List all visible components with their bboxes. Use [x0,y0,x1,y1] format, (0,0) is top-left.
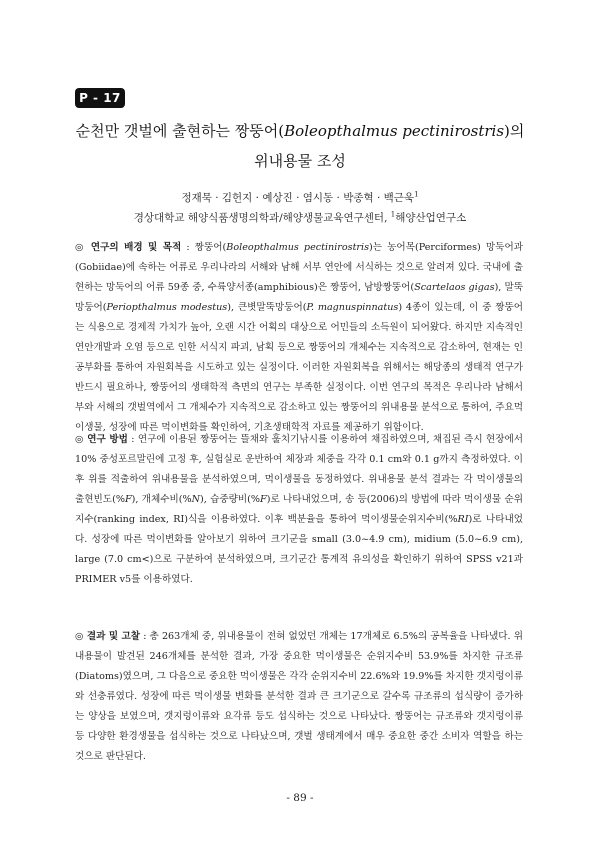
methods-section: ◎ 연구 방법 : 연구에 이용된 짱뚱어는 뜰채와 훌치기낚시를 이용하여 채집하였으며, 채집된 즉시 현장에서 10% 중성포르말린에 고정 후, 실험실로 운반하여 체장과 체중을 각각 0.1 cm와 0.1 g까지 측정하였다. 이후 위를 적출하여 위내용물을 분석하였으며, 먹이생물을 동정하였다. 위내용물 분석 결과는 각 먹이생물의 출현빈도(%F), 개체수비(%N), 습중량비(%F)로 나타내었으며, 송 등(2006)의 방법에 따라 먹이생물 순위지수(ranking index, RI)식을 이용하였다. 이후 백분율을 통하여 먹이생물순위지수비(%RI)로 나타내었다. 성장에 따른 먹이변화를 알아보기 위하여 크기군을 small (3.0~4.9 cm), midium (5.0~6.9 cm), large (7.0 cm<)으로 구분하여 분석하였으며, 크기군간 통계적 유의성을 확인하기 위하여 SPSS v21과 PRIMER v5를 이용하였다. [75,434,523,585]
methods-heading: ◎ 연구 방법 [75,434,128,445]
page-number: - 89 - [286,792,314,804]
title-line-2: 위내용물 조성 [254,152,346,170]
results-section: ◎ 결과 및 고찰 : 총 263개체 중, 위내용물이 전혀 없었던 개체는 17개체로 6.5%의 공복율을 나타냈다. 위내용물이 발견된 246개체를 분석한 결과, 가장 중요한 먹이생물은 순위지수비 53.9%를 차지한 규조류(Diatoms)였으며, 그 다음으로 중요한 먹이생물은 각각 순위지수비 22.6%와 19.9%를 차지한 갯지렁이류와 선충류였다. 성장에 따른 먹이생물 변화를 분석한 결과 큰 크기군으로 갈수록 규조류의 섭식량이 증가하는 양상을 보였으며, 갯지렁이류와 요각류 등도 섭식하는 것으로 나타났다. 짱뚱어는 규조류와 갯지렁이류 등 다양한 환경생물을 섭식하는 것으로 나타났으며, 갯벌 생태계에서 매우 중요한 중간 소비자 역할을 하는 것으로 판단된다. [75,631,523,762]
title-line-1: 순천만 갯벌에 출현하는 짱뚱어(Boleopthalmus pectinirostris)의 [75,122,525,140]
author-names: 정재묵 · 김헌지 · 예상진 · 염시동 · 박종혁 · 백근욱$^1$ [181,190,419,204]
author-affiliations: 경상대학교 해양식품생명의학과/해양생물교육연구센터, $^1$해양산업연구소 [133,210,467,224]
paper-title [60,116,540,176]
poster-id-badge: P - 17 [75,88,125,108]
background-heading: ◎ 연구의 배경 및 목적 [75,242,182,253]
background-section: ◎ 연구의 배경 및 목적 : 짱뚱어(Boleopthalmus pectinirostris)는 농어목(Perciformes) 망둑어과(Gobiidae)에 속하는 어류로 우리나라의 서해와 남해 서부 연안에 서식하는 것으로 알려져 있다. 국내에 출현하는 망둑어의 어류 59종 중, 수륙양서종(amphibious)은 짱뚱어, 남방짱뚱어(Scartelaos gigas), 말뚝망둥어(Periopthalmus modestus), 큰볏말뚝망둥어(P. magnuspinnatus) 4종이 있는데, 이 중 짱뚱어는 식용으로 경제적 가치가 높아, 오랜 시간 어획의 대상으로 어민들의 소득원이 되어왔다. 하지만 지속적인 연안개발과 오염 등으로 인한 서식지 파괴, 남획 등으로 짱뚱어의 개체수는 지속적으로 감소하여, 현재는 인공부화를 통하여 자원회복을 시도하고 있는 실정이다. 이러한 자원회복을 위해서는 해당종의 생태적 연구가 반드시 필요하나, 짱뚱어의 생태학적 측면의 연구는 부족한 실정이다. 이번 연구의 목적은 우리나라 남해서부와 서해의 갯벌역에서 그 개체수가 지속적으로 감소하고 있는 짱뚱어의 위내용물 분석으로 통하여, 주요먹이생물, 성장에 따른 먹이변화를 확인하여, 기초생태학적 자료를 제공하기 위함이다. [75,242,524,433]
results-heading: ◎ 결과 및 고찰 [75,631,141,642]
author-block [60,188,540,228]
